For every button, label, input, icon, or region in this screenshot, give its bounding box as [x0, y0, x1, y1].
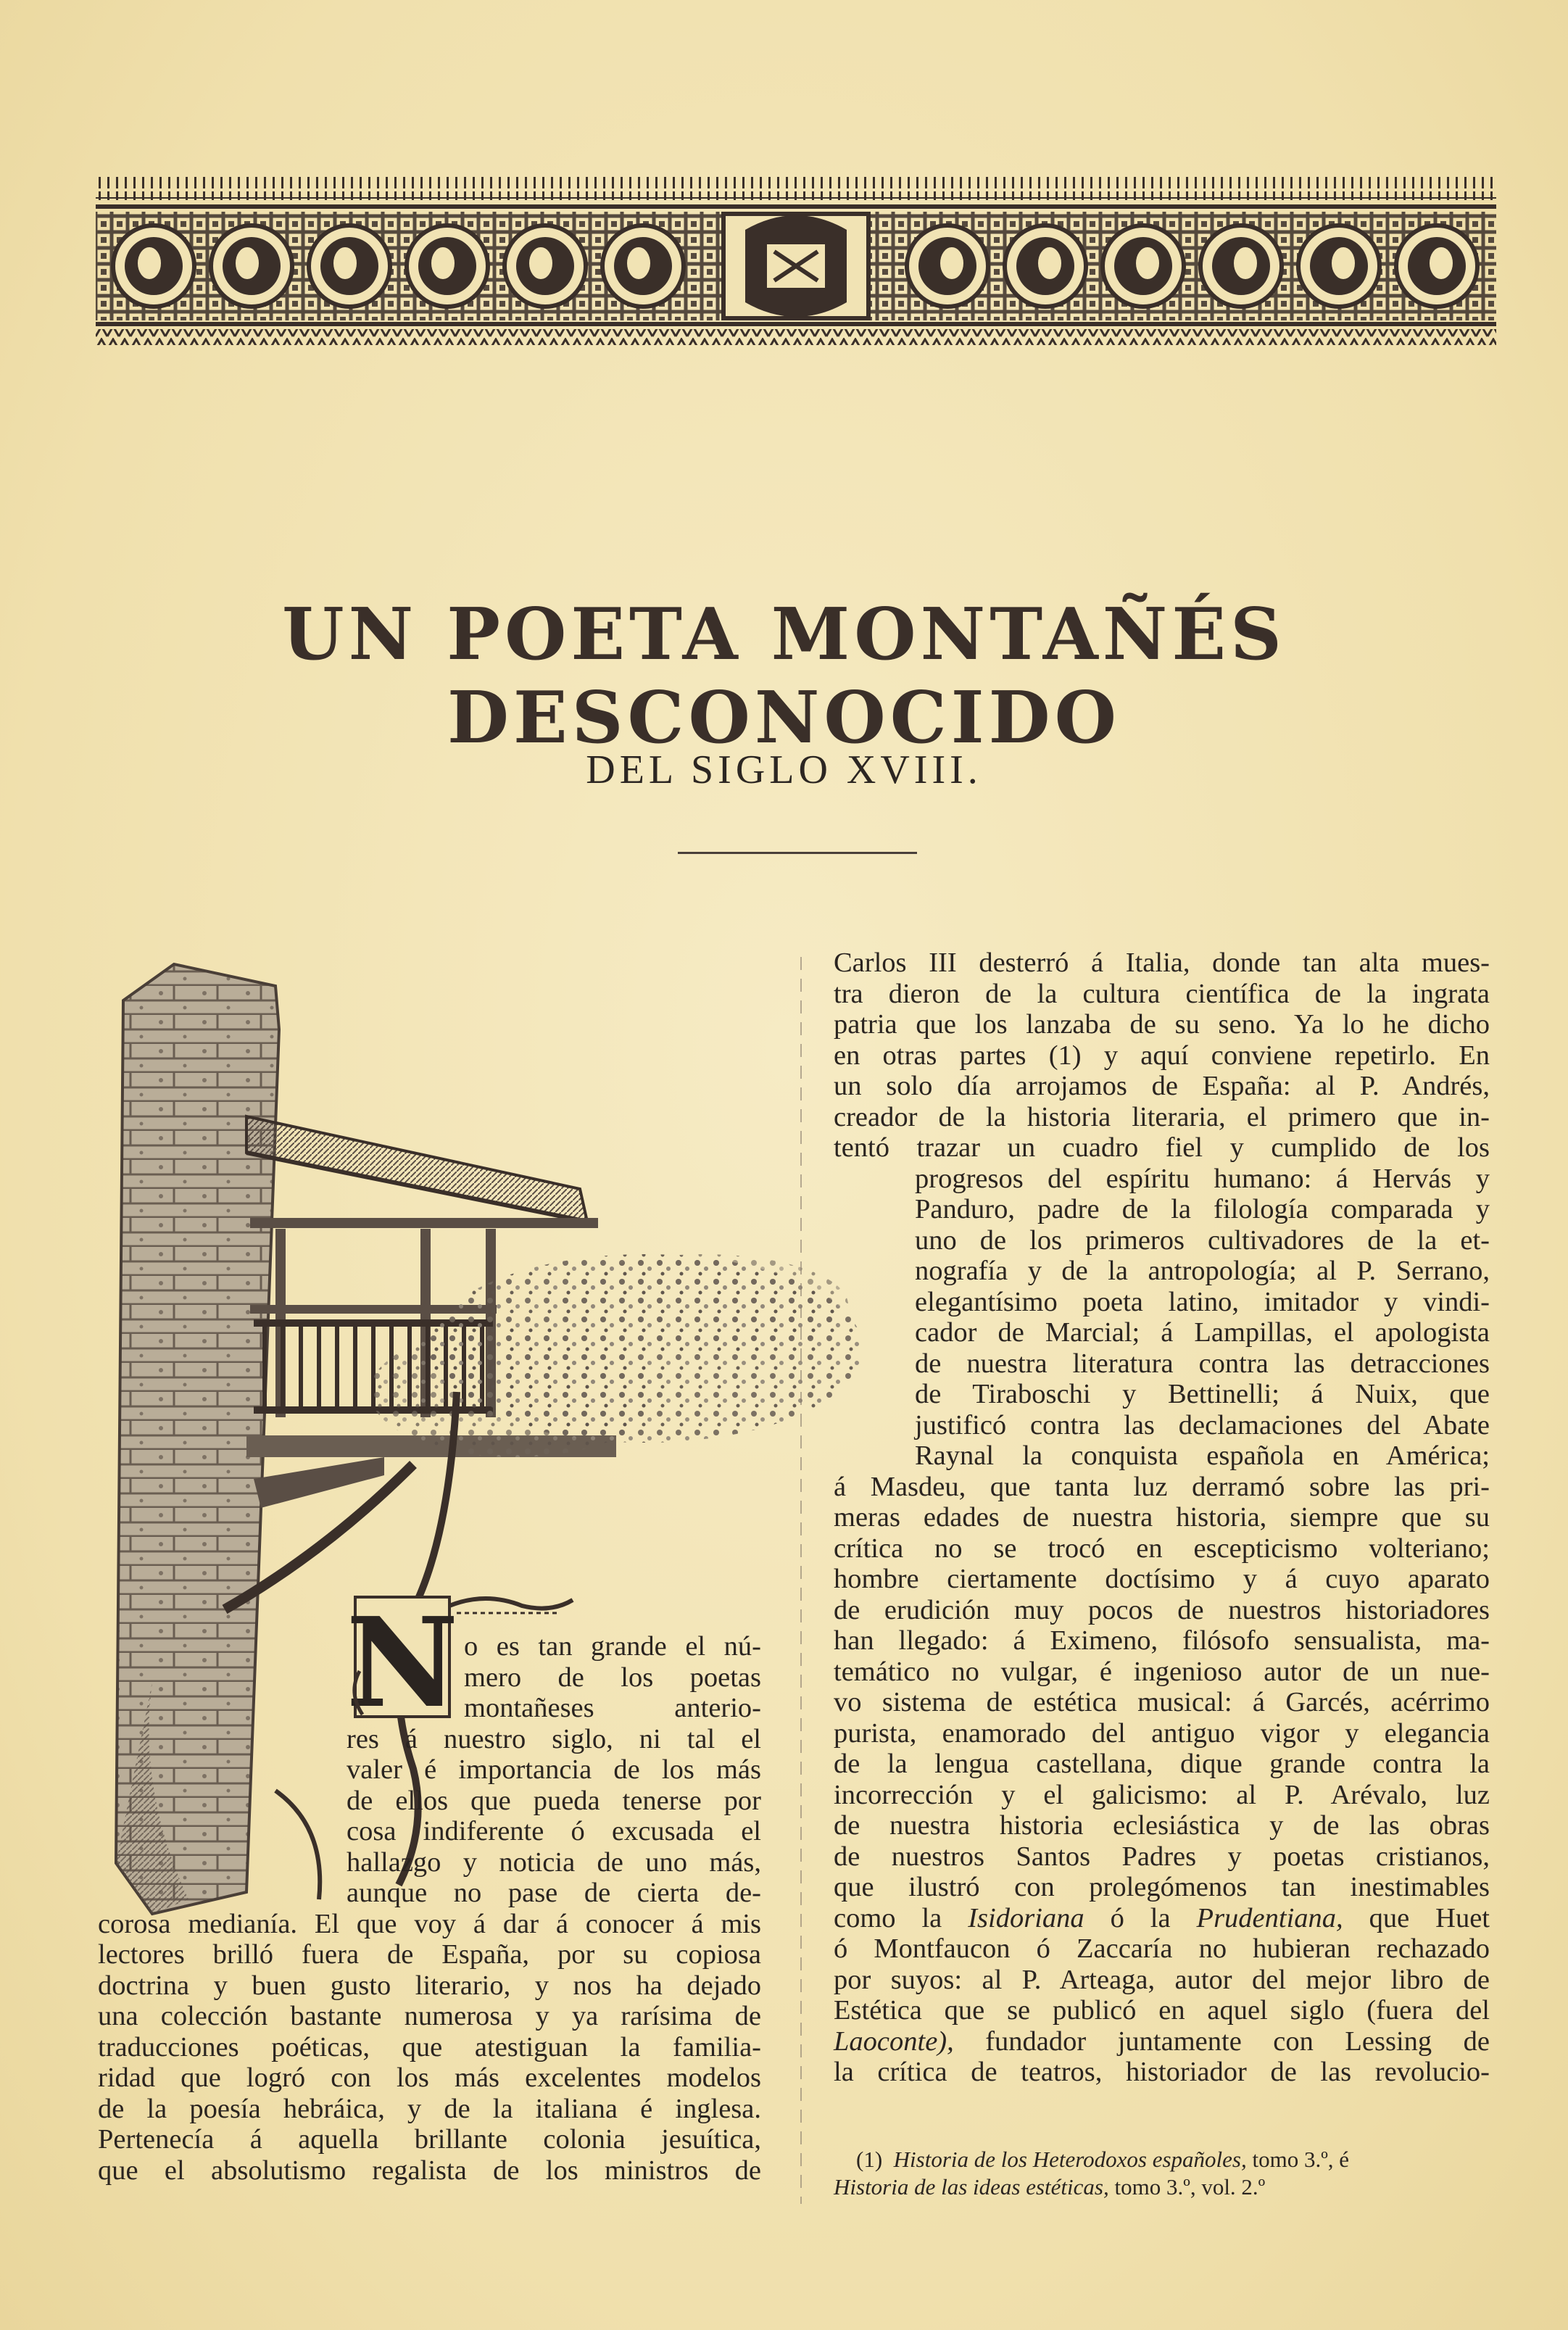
text-line: cosa indiferente ó excusada el — [347, 1816, 761, 1846]
footnote-line: Historia de las ideas estéticas, tomo 3.º, vol. 2.º — [834, 2174, 1266, 2200]
text-line: corosa medianía. El que voy á dar á conocer á mis — [98, 1908, 761, 1939]
text-line: cador de Marcial; á Lampillas, el apologista — [915, 1317, 1490, 1348]
text-line: hombre ciertamente doctísimo y á cuyo aparato — [834, 1564, 1490, 1594]
article-subtitle: DEL SIGLO XVIII. — [586, 747, 982, 792]
text-line: meras edades de nuestra historia, siempre que su — [834, 1502, 1490, 1533]
text-line: lectores brilló fuera de España, por su copiosa — [98, 1939, 761, 1970]
text-line: á Masdeu, que tanta luz derramó sobre las pri- — [834, 1471, 1490, 1502]
title-divider — [678, 852, 917, 854]
text-line: de Tiraboschi y Bettinelli; á Nuix, que — [915, 1379, 1490, 1409]
footnote-line: (1) Historia de los Heterodoxos españoles, tomo 3.º, é — [856, 2147, 1350, 2172]
text-line: de la lengua castellana, dique grande contra la — [834, 1749, 1490, 1779]
article-title: UN POETA MONTAÑÉS DESCONOCIDO — [282, 593, 1286, 760]
text-line: incorrección y el galicismo: al P. Arévalo, luz — [834, 1779, 1490, 1810]
left-column-middle — [347, 1724, 761, 1909]
text-line: progresos del espíritu humano: á Hervás y — [915, 1163, 1490, 1194]
text-line: de erudición muy pocos de nuestros historiadores — [834, 1594, 1490, 1625]
text-line: ridad que logró con los más excelentes modelos — [98, 2062, 761, 2093]
text-line: que ilustró con prolegómenos tan inestimables — [834, 1872, 1490, 1902]
text-line: la crítica de teatros, historiador de las revolucio- — [834, 2057, 1490, 2087]
text-line: justificó contra las declamaciones del Abate — [915, 1409, 1490, 1440]
text-line: elegantísimo poeta latino, imitador y vindi- — [915, 1286, 1490, 1317]
text-line: vo sistema de estética musical: á Garcés, acérrimo — [834, 1687, 1490, 1717]
text-line: patria que los lanzaba de su seno. Ya lo he dicho — [834, 1009, 1490, 1040]
text-line: crítica no se trocó en escepticismo volteriano; — [834, 1533, 1490, 1564]
right-column-indented — [915, 1164, 1490, 1472]
text-line: como la Isidoriana ó la Prudentiana, que Huet — [834, 1902, 1490, 1933]
text-line: uno de los primeros cultivadores de la et- — [915, 1224, 1490, 1256]
left-column-bottom — [98, 1909, 761, 2186]
text-line: montañeses anterio- — [464, 1693, 761, 1723]
ornamental-frieze — [96, 168, 1496, 358]
text-line: aunque no pase de cierta de- — [347, 1878, 761, 1908]
text-line: purista, enamorado del antiguo vigor y elegancia — [834, 1717, 1490, 1749]
right-column-bottom — [834, 1472, 1490, 2088]
text-line: en otras partes (1) y aquí conviene repetirlo. En — [834, 1040, 1490, 1071]
text-line: Estética que se publicó en aquel siglo (fuera del — [834, 1995, 1490, 2026]
text-line: Raynal la conquista española en América; — [915, 1440, 1490, 1471]
text-line: de nuestra historia eclesiástica y de las obras — [834, 1810, 1490, 1841]
left-column-top — [464, 1631, 761, 1724]
text-line: hallazgo y noticia de uno más, — [347, 1846, 761, 1878]
text-line: de ellos que pueda tenerse por — [347, 1785, 761, 1816]
text-line: de nuestra literatura contra las detracciones — [915, 1348, 1490, 1379]
text-line: ó Montfaucon ó Zaccaría no hubieran rechazado — [834, 1933, 1490, 1964]
text-line: Laoconte), fundador juntamente con Lessing de — [834, 2026, 1490, 2057]
text-line: mero de los poetas — [464, 1662, 761, 1693]
text-line: Panduro, padre de la filología comparada y — [915, 1194, 1490, 1224]
text-line: tra dieron de la cultura científica de la ingrata — [834, 978, 1490, 1009]
text-line: de nuestros Santos Padres y poetas cristianos, — [834, 1841, 1490, 1872]
text-line: una colección bastante numerosa y ya rarísima de — [98, 2001, 761, 2031]
text-line: nografía y de la antropología; al P. Serrano, — [915, 1256, 1490, 1286]
text-line: res á nuestro siglo, ni tal el — [347, 1723, 761, 1754]
text-line: tentó trazar un cuadro fiel y cumplido de los — [834, 1132, 1490, 1163]
text-line: temático no vulgar, é ingenioso autor de un nue- — [834, 1656, 1490, 1687]
dropcap-glyph: N — [346, 1591, 459, 1718]
text-line: que el absolutismo regalista de los ministros de — [98, 2155, 761, 2186]
right-column-top — [834, 948, 1490, 1164]
footnote — [834, 2146, 1490, 2201]
text-line: un solo día arrojamos de España: al P. Andrés, — [834, 1071, 1490, 1101]
column-separator — [800, 957, 802, 2204]
text-line: por suyos: al P. Arteaga, autor del mejor libro de — [834, 1964, 1490, 1995]
text-line: o es tan grande el nú- — [464, 1631, 761, 1662]
text-line: Carlos III desterró á Italia, donde tan alta mues- — [834, 948, 1490, 978]
text-line: valer é importancia de los más — [347, 1754, 761, 1785]
text-line: traducciones poéticas, que atestiguan la familia- — [98, 2031, 761, 2062]
text-line: Pertenecía á aquella brillante colonia jesuítica, — [98, 2124, 761, 2155]
text-line: doctrina y buen gusto literario, y nos ha dejado — [98, 1970, 761, 2001]
text-line: de la poesía hebráica, y de la italiana é inglesa. — [98, 2093, 761, 2124]
text-line: creador de la historia literaria, el primero que in- — [834, 1101, 1490, 1132]
text-line: han llegado: á Eximeno, filósofo sensualista, ma- — [834, 1625, 1490, 1656]
